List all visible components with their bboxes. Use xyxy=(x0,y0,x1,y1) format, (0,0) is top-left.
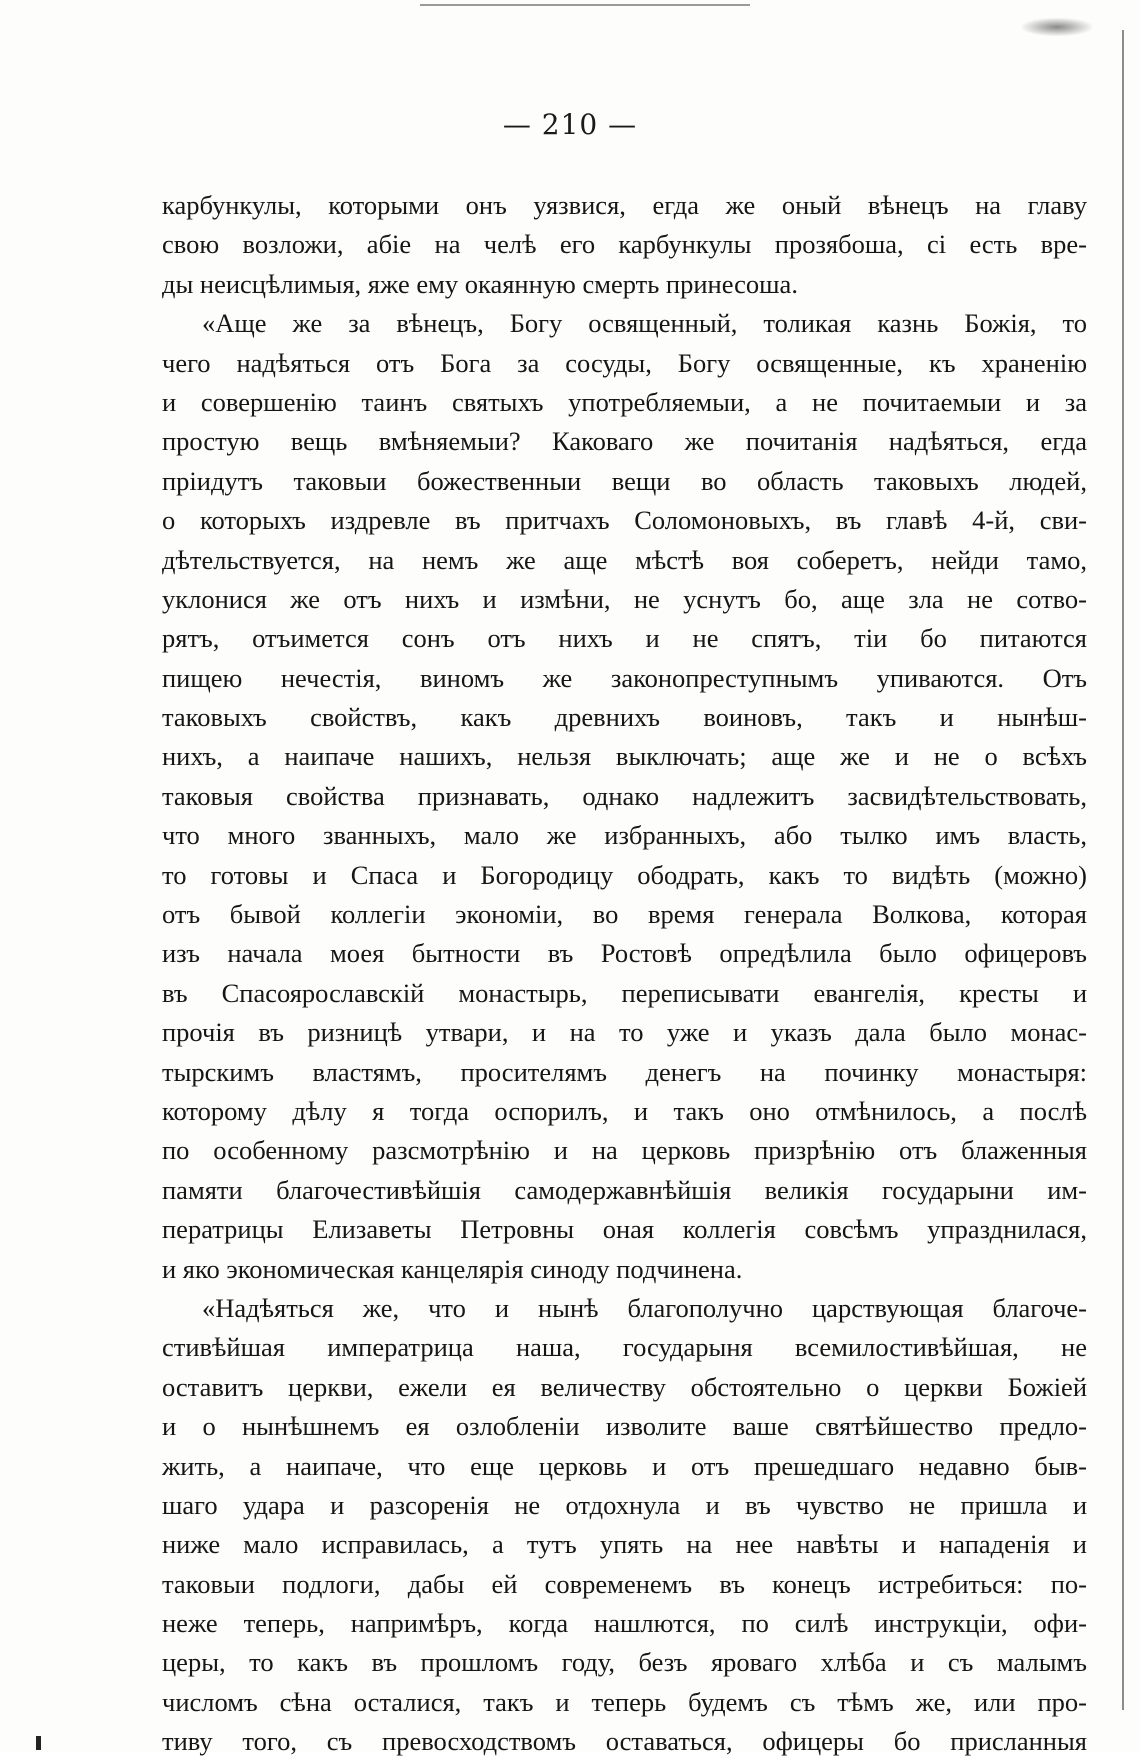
text-line: пріидутъ таковыи божественныи вещи во область таковыхъ людей, xyxy=(162,465,1087,496)
text-line: таковыи подлоги, дабы ей современемъ въ конецъ истребиться: по- xyxy=(162,1568,1087,1599)
text-line: уклонися же отъ нихъ и измѣни, не уснутъ бо, аще зла не сотво- xyxy=(162,583,1087,614)
text-line: стивѣйшая императрица наша, государыня всемилостивѣйшая, не xyxy=(162,1332,1087,1363)
text-line: таковыхъ свойствъ, какъ древнихъ воиновъ, такъ и нынѣш- xyxy=(162,702,1087,733)
text-line: чего надѣяться отъ Бога за сосуды, Богу освященные, къ храненію xyxy=(162,347,1087,378)
text-line: рятъ, отъимется сонъ отъ нихъ и не спятъ, тіи бо питаются xyxy=(162,623,1087,654)
text-line: карбункулы, которыми онъ уязвися, егда же оный вѣнецъ на главу xyxy=(162,190,1087,220)
text-line: то готовы и Спаса и Богородицу ободрать, какъ то видѣть (можно) xyxy=(162,859,1087,890)
text-line: отъ бывой коллегіи экономіи, во время генерала Волкова, которая xyxy=(162,899,1087,930)
text-line: свою возложи, абіе на челѣ его карбункулы прозябоша, сі есть вре- xyxy=(162,229,1087,260)
text-line: дѣтельствуется, на немъ же аще мѣстѣ воя соберетъ, нейди тамо, xyxy=(162,544,1087,575)
top-edge-rule xyxy=(420,4,750,6)
text-line: о которыхъ издревле въ притчахъ Соломоновыхъ, въ главѣ 4-й, сви- xyxy=(162,505,1087,536)
text-line: таковыя свойства признавать, однако надлежитъ засвидѣтельствовать, xyxy=(162,780,1087,811)
text-line: пищею нечестія, виномъ же законопреступнымъ упиваются. Отъ xyxy=(162,662,1087,693)
text-line: что много званныхъ, мало же избранныхъ, або тылко имъ власть, xyxy=(162,820,1087,851)
text-line: шаго удара и разсоренія не отдохнула и въ чувство не пришла и xyxy=(162,1489,1087,1520)
text-line: въ Спасоярославскій монастырь, переписывати евангелія, кресты и xyxy=(162,977,1087,1008)
text-line: и о нынѣшнемъ ея озлобленіи изволите ваше святѣйшество предло- xyxy=(162,1411,1087,1442)
body-text xyxy=(162,186,1087,1762)
text-line: простую вещь вмѣняемыи? Каковаго же почитанія надѣяться, егда xyxy=(162,426,1087,457)
text-line: числомъ сѣна осталися, такъ и теперь будемъ съ тѣмъ же, или про- xyxy=(162,1686,1087,1717)
page-number: — 210 — xyxy=(502,108,638,141)
text-line: по особенному разсмотрѣнію и на церковь призрѣнію отъ блаженныя xyxy=(162,1135,1087,1166)
text-line: церы, то какъ въ прошломъ году, безъ яроваго хлѣба и съ малымъ xyxy=(162,1647,1087,1678)
text-line: «Надѣяться же, что и нынѣ благополучно царствующая благоче- xyxy=(202,1292,1087,1323)
text-line: и яко экономическая канцелярія синоду подчинена. xyxy=(162,1253,743,1284)
text-line: тиву того, съ превосходствомъ оставаться, офицеры бо присланныя xyxy=(162,1726,1087,1757)
text-line: ниже мало исправилась, а тутъ упять на нее навѣты и нападенія и xyxy=(162,1529,1087,1560)
text-line: неже теперь, напримѣръ, когда нашлются, по силѣ инструкціи, офи- xyxy=(162,1608,1087,1639)
text-line: ды неисцѣлимыя, яже ему окаянную смерть принесоша. xyxy=(162,268,798,299)
page-right-edge xyxy=(1122,30,1124,1710)
text-line: ператрицы Елизаветы Петровны оная коллегія совсѣмъ упразднилася, xyxy=(162,1214,1087,1245)
text-line: нихъ, а наипаче нашихъ, нельзя выключать; аще же и не о всѣхъ xyxy=(162,741,1087,772)
text-line: прочія въ ризницѣ утвари, и на то уже и указъ дала было монас- xyxy=(162,1017,1087,1048)
text-line: тырскимъ властямъ, просителямъ денегъ на починку монастыря: xyxy=(162,1056,1087,1087)
text-line: оставитъ церкви, ежели ея величеству обстоятельно о церкви Божіей xyxy=(162,1371,1087,1402)
text-line: которому дѣлу я тогда оспорилъ, и такъ оно отмѣнилось, а послѣ xyxy=(162,1095,1087,1126)
text-line: жить, а наипаче, что еще церковь и отъ прешедшаго недавно быв- xyxy=(162,1450,1087,1481)
scan-edge-mark xyxy=(36,1736,41,1750)
text-line: изъ начала моея бытности въ Ростовѣ опредѣлила было офицеровъ xyxy=(162,938,1087,969)
text-line: и совершенію таинъ святыхъ употребляемыи, а не почитаемыи и за xyxy=(162,386,1087,417)
scan-smudge xyxy=(1022,18,1092,36)
text-line: памяти благочестивѣйшія самодержавнѣйшія великія государыни им- xyxy=(162,1174,1087,1205)
text-line: «Аще же за вѣнецъ, Богу освященный, толикая казнь Божія, то xyxy=(202,308,1087,339)
